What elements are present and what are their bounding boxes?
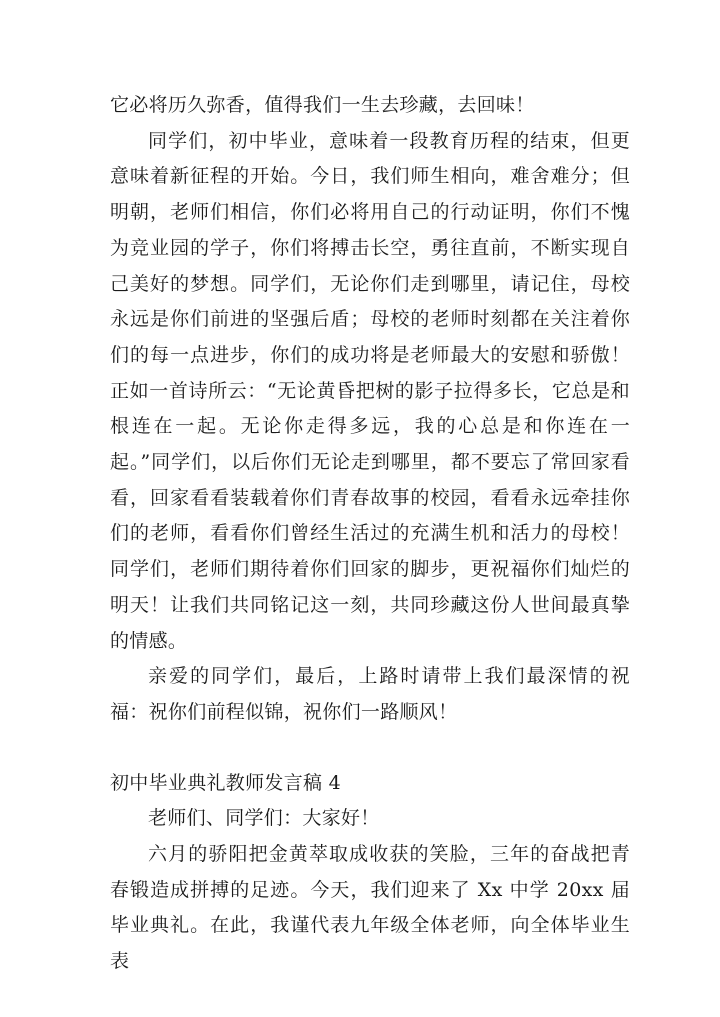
paragraph-opening: 六月的骄阳把金黄萃取成收获的笑脸，三年的奋战把青春锻造成拼搏的足迹。今天，我们迎来了 Xx 中学 20xx 届毕业典礼。在此，我谨代表九年级全体老师，向全体毕业生表 <box>110 843 630 973</box>
paragraph-farewell-main: 同学们，初中毕业，意味着一段教育历程的结束，但更意味着新征程的开始。今日，我们师生相向，难舍难分；但明朝，老师们相信，你们必将用自己的行动证明，你们不愧为竞业园的学子，你们将搏击长空，勇往直前，不断实现自己美好的梦想。同学们，无论你们走到哪里，请记住，母校永远是你们前进的坚强后盾；母校的老师时刻都在关注着你们的每一点进步，你们的成功将是老师最大的安慰和骄傲！正如一首诗所云：“无论黄昏把树的影子拉得多长，它总是和根连在一起。无论你走得多远，我的心总是和你连在一起。”同学们，以后你们无论走到哪里，都不要忘了常回家看看，回家看看装载着你们青春故事的校园，看看永远牵挂你们的老师，看看你们曾经生活过的充满生机和活力的母校！同学们，老师们期待着你们回家的脚步，更祝福你们灿烂的明天！让我们共同铭记这一刻，共同珍藏这份人世间最真挚的情感。 <box>110 129 630 652</box>
paragraph-closing-line: 它必将历久弥香，值得我们一生去珍藏，去回味！ <box>110 94 535 116</box>
section-spacer <box>110 731 630 766</box>
document-body <box>110 88 630 980</box>
paragraph-blessing: 亲爱的同学们，最后，上路时请带上我们最深情的祝福：祝你们前程似锦，祝你们一路顺风！ <box>110 665 630 723</box>
paragraph-greeting: 老师们、同学们：大家好！ <box>148 807 380 830</box>
section-title: 初中毕业典礼教师发言稿 4 <box>110 771 342 794</box>
